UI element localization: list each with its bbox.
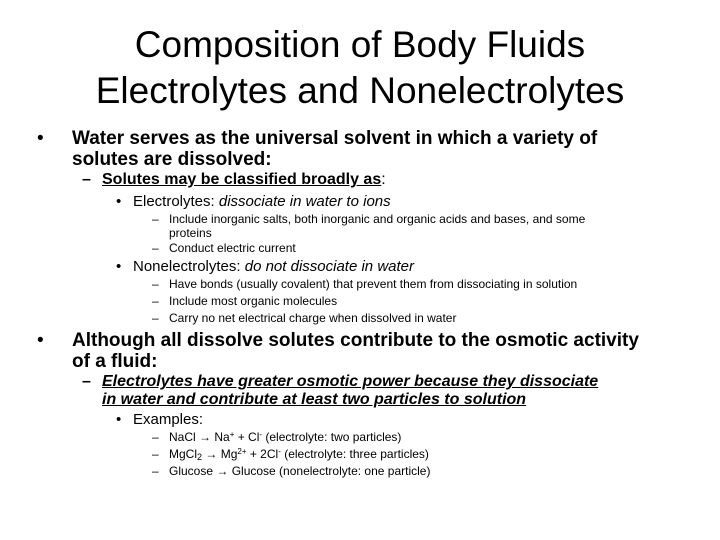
nonelectrolytes-term: Nonelectrolytes bbox=[133, 258, 237, 275]
electrolytes-term: Electrolytes bbox=[133, 193, 211, 210]
osmotic-line-1: Although all dissolve solutes contribute to the osmotic activity bbox=[72, 330, 639, 351]
electrolytes-colon: : bbox=[210, 193, 215, 210]
classified-colon: : bbox=[381, 171, 386, 188]
power-line-2: in water and contribute at least two particles to solution bbox=[102, 391, 527, 408]
examples-colon: : bbox=[198, 411, 204, 428]
title-line-2: Electrolytes and Nonelectrolytes bbox=[95, 70, 625, 111]
example-nacl: NaCl → Na+ + Cl- (electrolyte: two particles) bbox=[169, 430, 402, 444]
bullet-icon: • bbox=[37, 128, 44, 149]
nonelectrolytes-colon: : bbox=[236, 258, 241, 275]
osmotic-activity-point bbox=[72, 330, 712, 372]
nonelectrolytes-point bbox=[133, 258, 414, 275]
examples-label: Examples bbox=[133, 411, 199, 428]
dash-icon: – bbox=[152, 464, 159, 478]
example-glucose: Glucose → Glucose (nonelectrolyte: one particle) bbox=[169, 464, 431, 478]
water-solvent-point bbox=[72, 128, 712, 170]
electrolytes-point bbox=[133, 193, 391, 210]
dash-icon: – bbox=[152, 447, 159, 461]
water-line-2: solutes are dissolved: bbox=[72, 149, 272, 170]
dash-icon: – bbox=[152, 430, 159, 444]
bullet-icon: • bbox=[37, 330, 44, 351]
nonelectrolytes-definition: do not dissociate in water bbox=[244, 258, 414, 275]
list-item: Conduct electric current bbox=[169, 241, 296, 255]
dash-icon: – bbox=[152, 277, 159, 291]
bullet-icon: • bbox=[116, 411, 122, 428]
list-item: Include most organic molecules bbox=[169, 294, 338, 308]
bullet-icon: • bbox=[116, 193, 122, 210]
slide-title bbox=[0, 22, 720, 114]
dash-icon: – bbox=[152, 212, 159, 226]
bullet-icon: • bbox=[116, 258, 122, 275]
electrolytes-definition: dissociate in water to ions bbox=[218, 193, 391, 210]
examples-point bbox=[133, 411, 203, 428]
osmotic-line-2: of a fluid: bbox=[72, 351, 158, 372]
list-item-line-1: Include inorganic salts, both inorganic and organic acids and bases, and some bbox=[169, 212, 586, 226]
osmotic-power-point bbox=[102, 373, 712, 409]
list-item: Have bonds (usually covalent) that prevent them from dissociating in solution bbox=[169, 277, 578, 291]
solutes-classified-point bbox=[102, 171, 386, 189]
dash-icon: – bbox=[152, 241, 159, 255]
example-mgcl2: MgCl$_2$ → $Mg^{2+} + 2Cl^-$ (electrolyte: three particles) bbox=[169, 447, 429, 462]
list-item bbox=[169, 212, 709, 240]
list-item: Carry no net electrical charge when dissolved in water bbox=[169, 311, 457, 325]
list-item-line-2: proteins bbox=[169, 226, 212, 240]
dash-icon: – bbox=[82, 171, 91, 188]
dash-icon: – bbox=[152, 311, 159, 325]
dash-icon: – bbox=[82, 373, 91, 390]
dash-icon: – bbox=[152, 294, 159, 308]
power-line-1: Electrolytes have greater osmotic power because they dissociate bbox=[102, 373, 599, 390]
water-line-1: Water serves as the universal solvent in which a variety of bbox=[72, 128, 598, 149]
title-line-1: Composition of Body Fluids bbox=[134, 24, 586, 65]
classified-label: Solutes may be classified broadly as bbox=[102, 171, 382, 188]
